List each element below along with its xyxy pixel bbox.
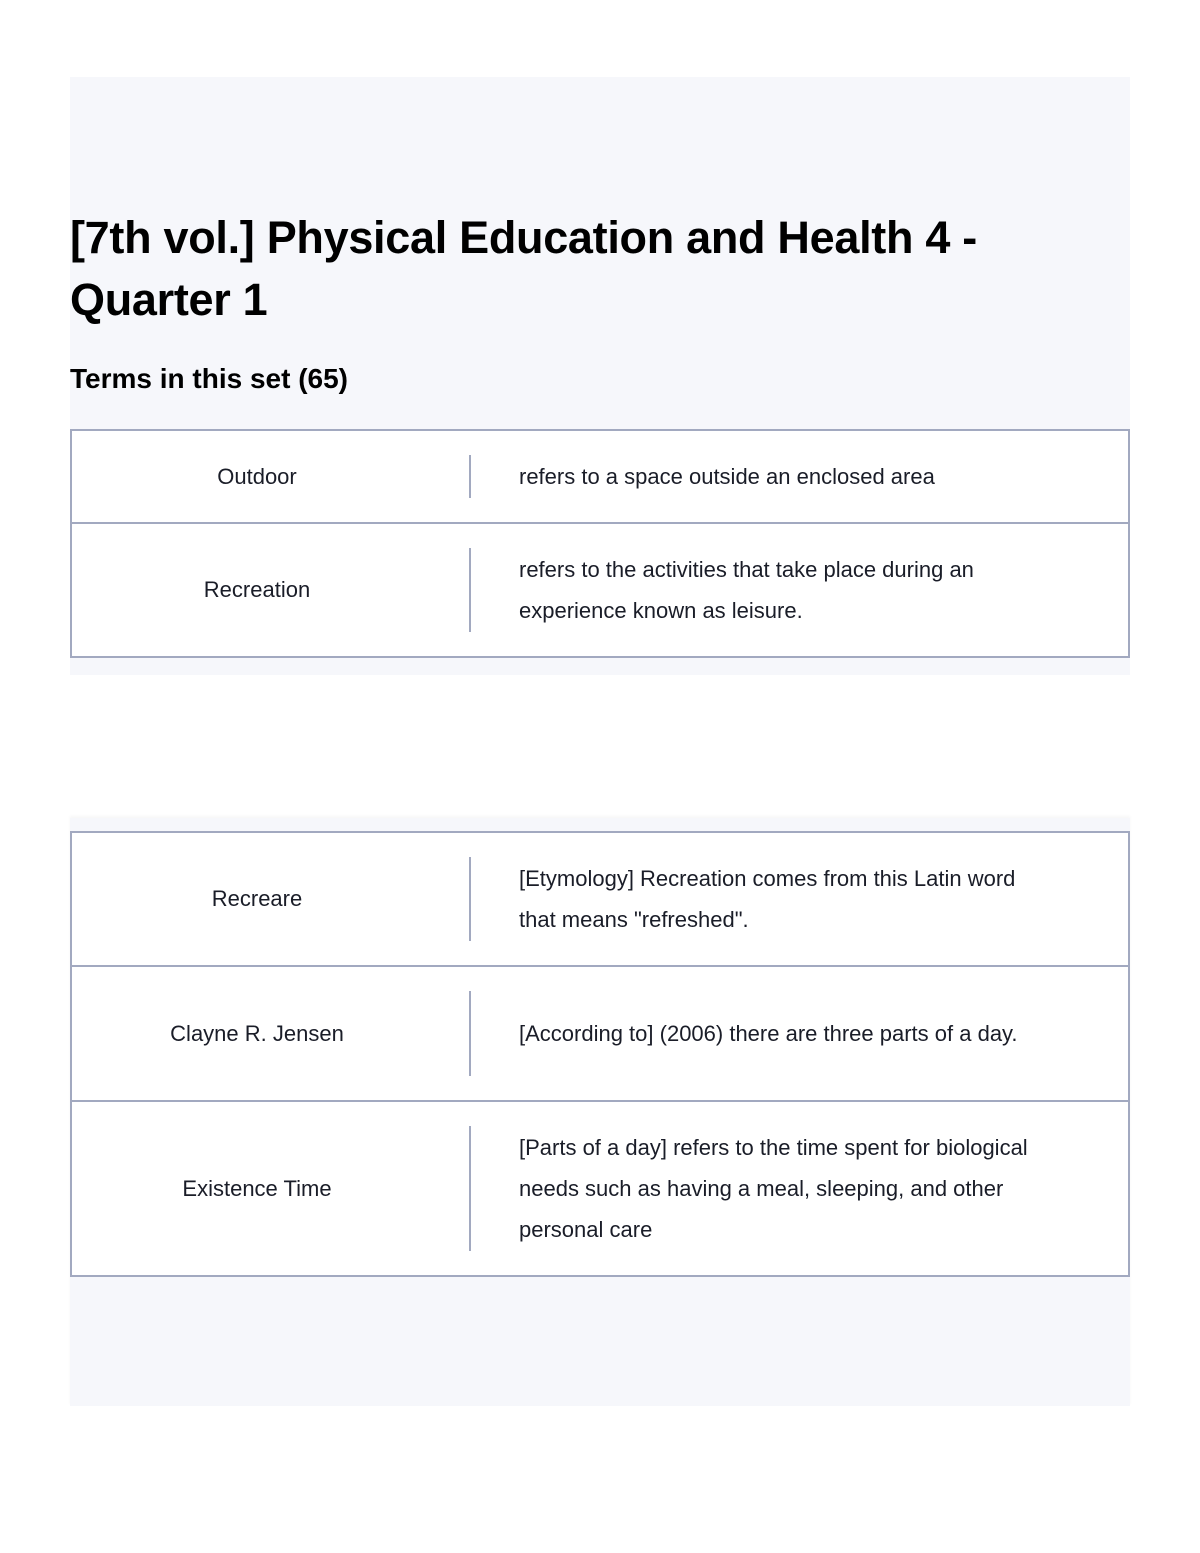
card-term: Recreation xyxy=(203,577,311,602)
term-card xyxy=(70,1100,1130,1277)
card-divider xyxy=(469,1126,471,1251)
term-card xyxy=(70,522,1130,658)
term-card xyxy=(70,831,1130,967)
term-card-list xyxy=(70,831,1130,1277)
study-set-panel xyxy=(70,77,1130,675)
term-card xyxy=(70,965,1130,1102)
term-card-list xyxy=(70,429,1130,658)
term-card xyxy=(70,429,1130,524)
card-term: Clayne R. Jensen xyxy=(170,1020,344,1046)
card-definition: [Parts of a day] refers to the time spent for biological needs such as having a meal, sleeping, and other personal care xyxy=(519,1135,1028,1242)
card-definition: refers to a space outside an enclosed area xyxy=(519,464,935,489)
page-title: [7th vol.] Physical Education and Health 4 - Quarter 1 xyxy=(70,212,977,325)
terms-count-heading: Terms in this set (65) xyxy=(70,363,349,394)
card-definition: refers to the activities that take place during an experience known as leisure. xyxy=(519,557,974,623)
card-divider xyxy=(469,991,471,1076)
card-term: Recreare xyxy=(211,886,303,911)
card-term: Outdoor xyxy=(217,463,297,489)
card-definition: [According to] (2006) there are three parts of a day. xyxy=(519,1021,1018,1046)
card-divider xyxy=(469,548,471,632)
card-divider xyxy=(469,455,471,498)
card-definition: [Etymology] Recreation comes from this Latin word that means "refreshed". xyxy=(519,866,1016,932)
study-set-panel-continued xyxy=(70,818,1130,1406)
card-term: Existence Time xyxy=(182,1175,332,1201)
card-divider xyxy=(469,857,471,941)
